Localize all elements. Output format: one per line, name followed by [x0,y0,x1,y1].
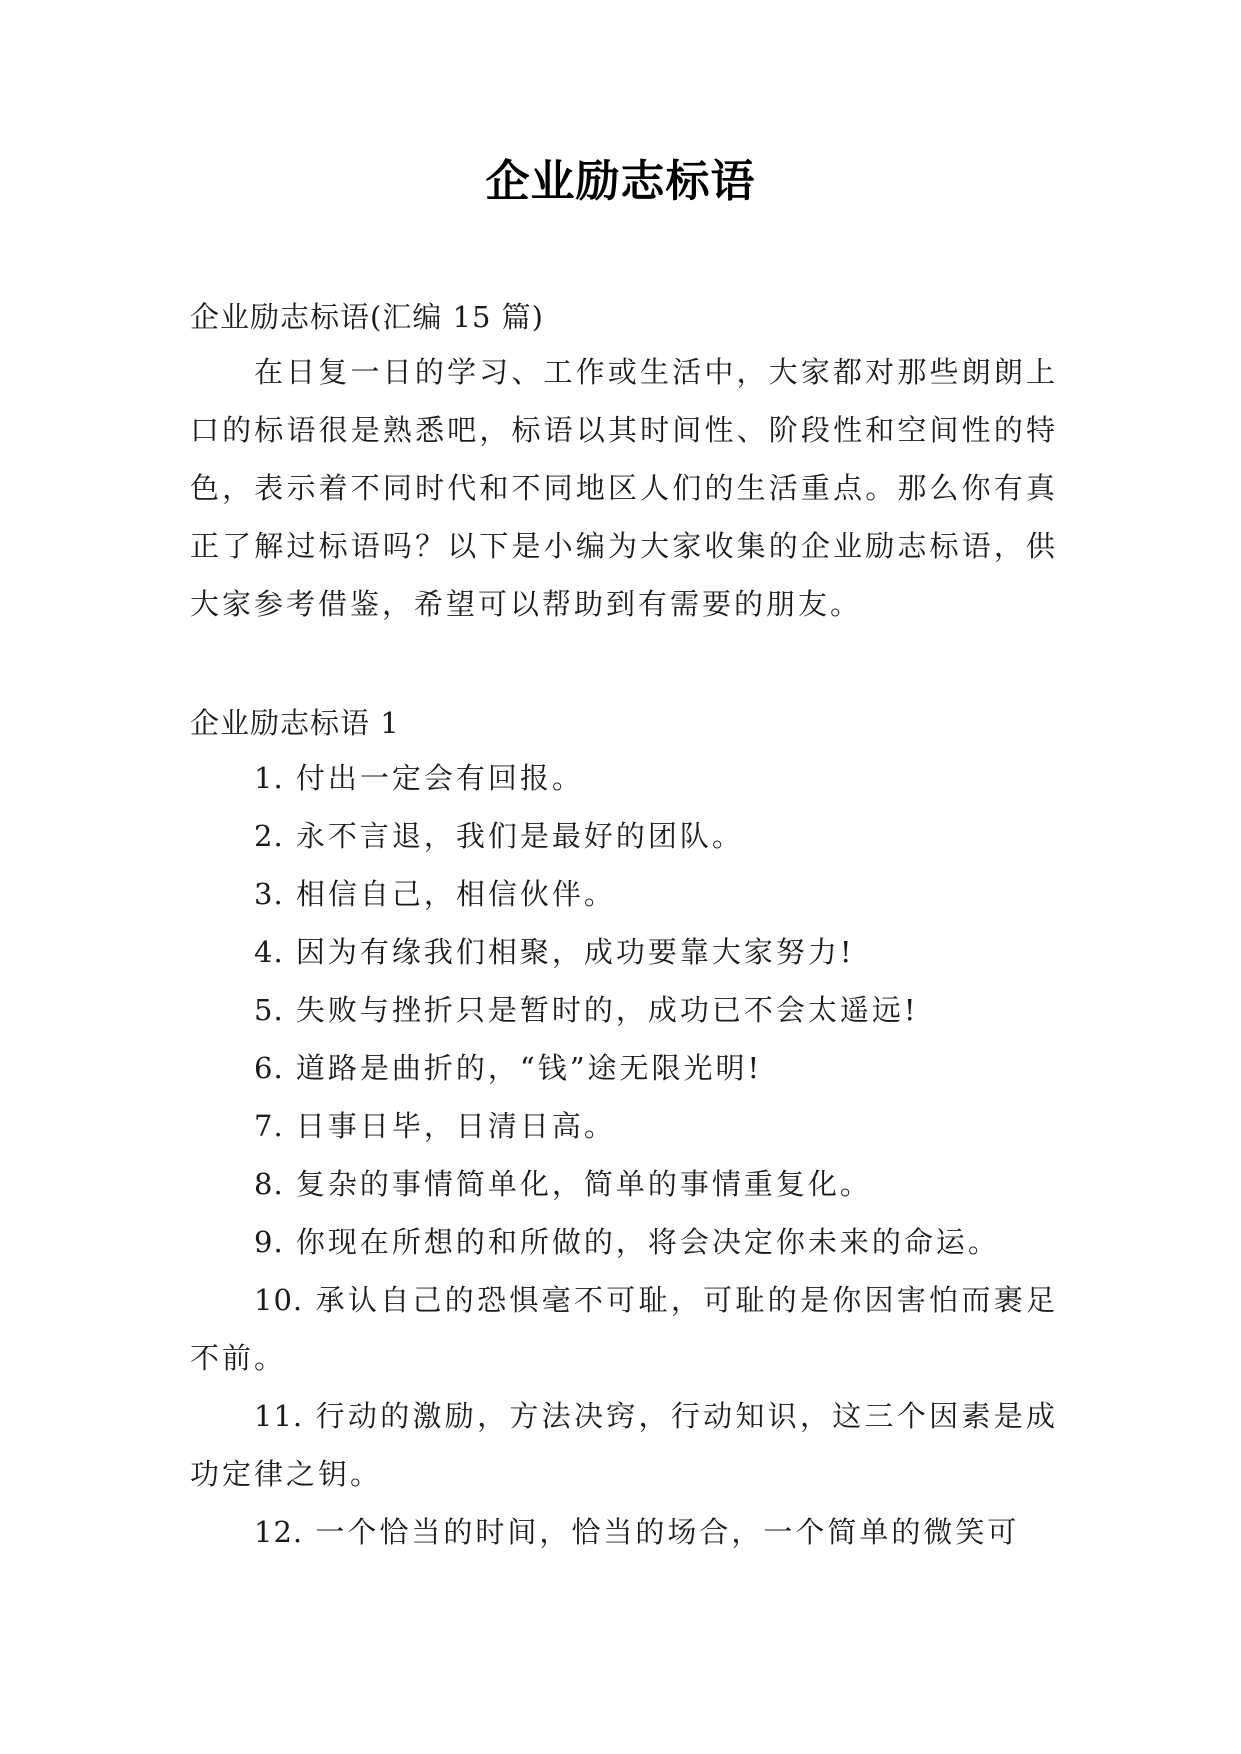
item-text: 道路是曲折的，“钱”途无限光明! [295,1051,763,1085]
list-item [190,1155,1058,1213]
list-item [190,1387,1058,1503]
slogan-list [190,749,1058,1561]
item-text: 复杂的事情简单化，简单的事情重复化。 [295,1167,872,1201]
item-text: 相信自己，相信伙伴。 [295,877,616,911]
list-item [190,1271,1058,1387]
item-number: 1. [254,761,284,795]
item-text: 永不言退，我们是最好的团队。 [295,819,744,853]
item-number: 3. [254,877,284,911]
list-item [190,1213,1058,1271]
list-item [190,865,1058,923]
item-text: 失败与挫折只是暂时的，成功已不会太遥远! [295,993,919,1027]
list-item [190,981,1058,1039]
item-text: 付出一定会有回报。 [295,761,584,795]
item-text: 行动的激励，方法决窍，行动知识，这三个因素是成功定律之钥。 [190,1399,1058,1491]
section-heading: 企业励志标语 1 [190,706,400,740]
list-item [190,923,1058,981]
intro-paragraph: 在日复一日的学习、工作或生活中，大家都对那些朗朗上口的标语很是熟悉吧，标语以其时间性、阶段性和空间性的特色，表示着不同时代和不同地区人们的生活重点。那么你有真正了解过标语吗？以下是小编为大家收集的企业励志标语，供大家参考借鉴，希望可以帮助到有需要的朋友。 [190,355,1058,621]
item-number: 11. [254,1399,304,1433]
item-number: 4. [254,935,284,969]
document-title: 企业励志标语 [485,156,756,207]
list-item [190,1097,1058,1155]
list-item [190,807,1058,865]
item-number: 8. [254,1167,284,1201]
item-text: 日事日毕，日清日高。 [295,1109,616,1143]
list-item [190,1039,1058,1097]
item-text: 一个恰当的时间，恰当的场合，一个简单的微笑可 [315,1515,1020,1549]
item-text: 因为有缘我们相聚，成功要靠大家努力! [295,935,855,969]
item-number: 7. [254,1109,284,1143]
item-number: 12. [254,1515,304,1549]
item-number: 2. [254,819,284,853]
item-number: 6. [254,1051,284,1085]
list-item [190,749,1058,807]
list-item [190,1503,1058,1561]
item-number: 5. [254,993,284,1027]
item-number: 10. [254,1283,304,1317]
document-subtitle: 企业励志标语(汇编 15 篇) [190,300,544,334]
item-text: 承认自己的恐惧毫不可耻，可耻的是你因害怕而裹足不前。 [190,1283,1058,1375]
item-text: 你现在所想的和所做的，将会决定你未来的命运。 [295,1225,1000,1259]
item-number: 9. [254,1225,284,1259]
